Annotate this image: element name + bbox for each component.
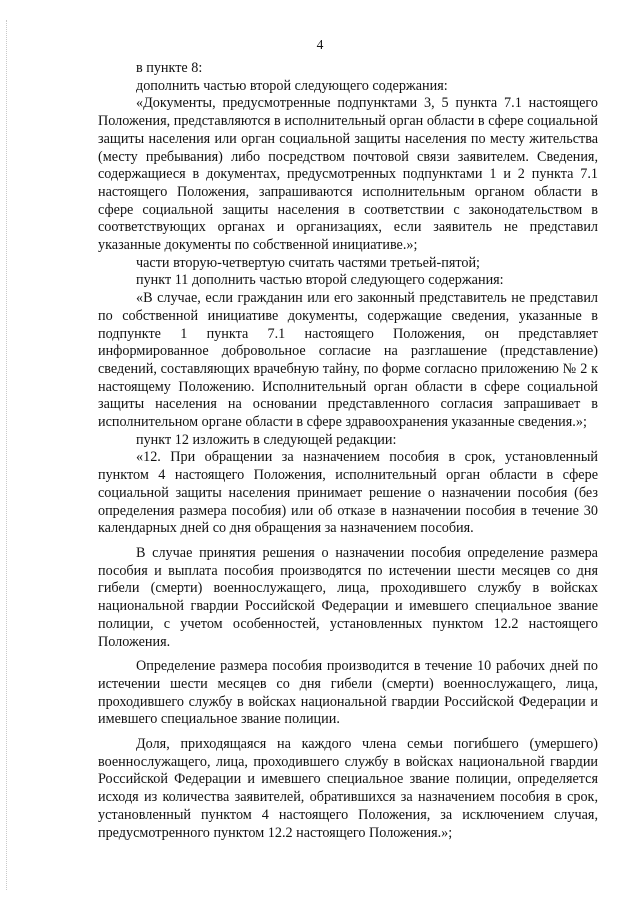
paragraph: пункт 11 дополнить частью второй следующего содержания:: [136, 272, 504, 289]
page-number: 4: [316, 37, 324, 52]
paragraph: Определение размера пособия производится в течение 10 рабочих дней по истечении шести месяцев со дня гибели (смерти) военнослужащего, лица, проходившего службу в войсках национальной гвардии Российской Федерации и имевшего специальное звание полиции.: [98, 658, 598, 728]
paragraph: «В случае, если гражданин или его законный представитель не представил по собственной инициативе документы, содержащие сведения, указанные в подпункте 1 пункта 7.1 настоящего Положения, он представляет информированное добровольное согласие на разглашение (представление) сведений, составляющих врачебную тайну, по форме согласно приложению № 2 к настоящему Положению. Исполнительный орган области в сфере социальной защиты населения на основании представленного согласия запрашивает в исполнительном органе области в сфере здравоохранения указанные сведения.»;: [98, 290, 598, 431]
paragraph: дополнить частью второй следующего содержания:: [136, 77, 448, 94]
paragraph: в пункте 8:: [136, 60, 203, 76]
paragraph: «12. При обращении за назначением пособия в срок, установленный пунктом 4 настоящего Положения, исполнительный орган области в сфере социальной защиты населения принимает решение о назначении пособия (без определения размера пособия) или об отказе в назначении пособия в течение 30 календарных дней со дня обращения за назначением пособия.: [98, 449, 598, 537]
paragraph: Доля, приходящаяся на каждого члена семьи погибшего (умершего) военнослужащего, лица, проходившего службу в войсках национальной гвардии Российской Федерации и имевшего специальное звание полиции, определяется исходя из количества заявителей, обратившихся за назначением пособия в срок, установленный пунктом 4 настоящего Положения, за исключением случая, предусмотренного пунктом 12.2 настоящего Положения.»;: [98, 736, 598, 841]
document-body: [98, 60, 598, 842]
paragraph: В случае принятия решения о назначении пособия определение размера пособия и выплата пособия производятся по истечении шести месяцев со дня гибели (смерти) военнослужащего, лица, проходившего службу в войсках национальной гвардии Российской Федерации и имевшего специальное звание полиции, с учетом особенностей, установленных пунктом 12.2 настоящего Положения.: [98, 544, 598, 650]
paragraph: пункт 12 изложить в следующей редакции:: [136, 431, 397, 448]
paragraph: части вторую-четвертую считать частями третьей-пятой;: [136, 254, 481, 271]
scan-edge-marks: [6, 20, 8, 890]
paragraph: «Документы, предусмотренные подпунктами 3, 5 пункта 7.1 настоящего Положения, представляются в исполнительный орган области в сфере социальной защиты населения или орган социальной защиты населения по месту жительства (месту пребывания) либо посредством почтовой связи заявителем. Сведения, содержащиеся в документах, предусмотренных подпунктами 1 и 2 пункта 7.1 настоящего Положения, запрашиваются исполнительным органом области в сфере социальной защиты населения в соответствии с законодательством в соответствующих органах и организациях, если заявитель не представил указанные документы по собственной инициативе.»;: [98, 95, 598, 254]
